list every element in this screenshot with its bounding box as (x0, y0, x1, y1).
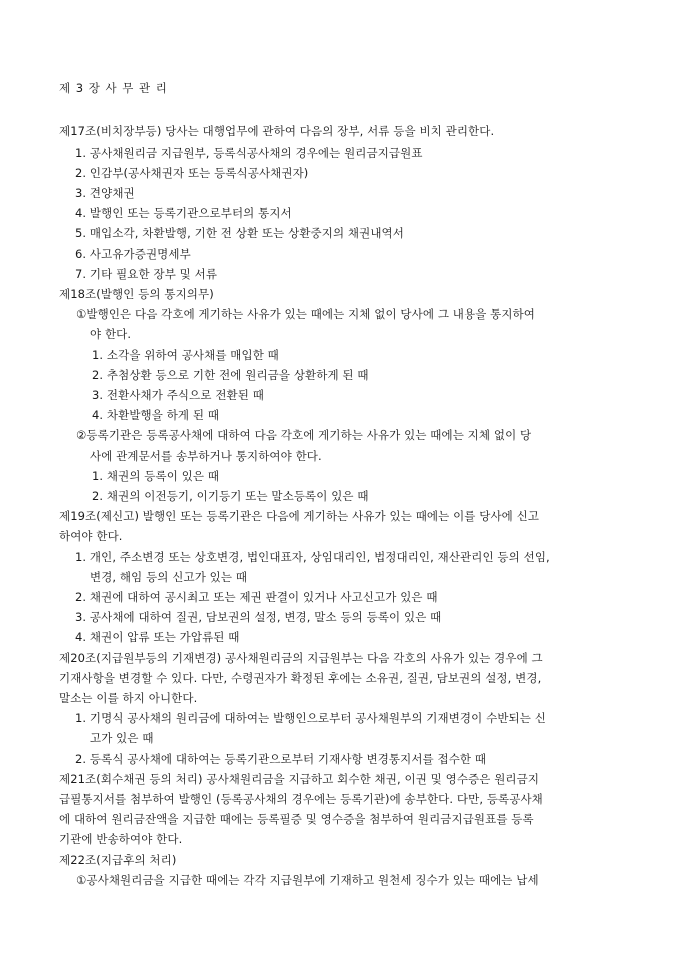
article-18-para-1: ①발행인은 다음 각호에 게기하는 사유가 있는 때에는 지체 없이 당사에 그 내용을 통지하여 (76, 307, 535, 321)
article-22-heading: 제22조(지급후의 처리) (59, 853, 177, 867)
article-18-para-2: ②등록기관은 등록공사채에 대하여 다음 각호에 게기하는 사유가 있는 때에는 지체 없이 당 (76, 428, 532, 442)
article-19-item-2: 2. 채권에 대하여 공시최고 또는 제권 판결이 있거나 사고신고가 있은 때 (75, 590, 438, 604)
article-17-heading: 제17조(비치장부등) 당사는 대행업무에 관하여 다음의 장부, 서류 등을 비치 관리한다. (59, 124, 495, 138)
article-19-item-3: 3. 공사채에 대하여 질권, 담보권의 설정, 변경, 말소 등의 등록이 있은 때 (75, 610, 442, 624)
article-20-heading-cont: 기재사항을 변경할 수 있다. 다만, 수령권자가 확정된 후에는 소유권, 질권, 담보권의 설정, 변경, (59, 671, 542, 685)
article-18-p2-item-2: 2. 채권의 이전등기, 이기등기 또는 말소등록이 있은 때 (92, 489, 369, 503)
article-18-p2-item-1: 1. 채권의 등록이 있은 때 (92, 469, 220, 483)
article-21-heading-cont2: 에 대하여 원리금잔액을 지급한 때에는 등록필증 및 영수증을 첨부하여 원리금지급원표를 등록 (59, 812, 534, 826)
article-17-item-3: 3. 견양채권 (75, 186, 135, 200)
article-19-item-1: 1. 개인, 주소변경 또는 상호변경, 법인대표자, 상임대리인, 법정대리인, 재산관리인 등의 선임, (75, 550, 550, 564)
article-20-item-2: 2. 등록식 공사채에 대하여는 등록기관으로부터 기재사항 변경통지서를 접수한 때 (75, 752, 487, 766)
article-20-heading-cont2: 말소는 이를 하지 아니한다. (59, 691, 198, 705)
article-17-item-4: 4. 발행인 또는 등록기관으로부터의 통지서 (75, 206, 292, 220)
article-17-item-2: 2. 인감부(공사채권자 또는 등록식공사채권자) (75, 166, 309, 180)
article-21-heading: 제21조(회수채권 등의 처리) 공사채원리금을 지급하고 회수한 채권, 이권 및 영수증은 원리금지 (59, 772, 540, 786)
article-18-para-2-cont: 사에 관계문서를 송부하거나 통지하여야 한다. (90, 449, 322, 463)
article-22-para-1: ①공사채원리금을 지급한 때에는 각각 지급원부에 기재하고 원천세 징수가 있는 때에는 납세 (76, 873, 539, 887)
article-20-item-1-cont: 고가 있은 때 (90, 731, 154, 745)
article-20-item-1: 1. 기명식 공사채의 원리금에 대하여는 발행인으로부터 공사채원부의 기재변경이 수반되는 신 (75, 711, 546, 725)
article-18-para-1-cont: 야 한다. (90, 327, 132, 341)
chapter-heading: 제 3 장 사 무 관 리 (59, 81, 168, 95)
article-20-heading: 제20조(지급원부등의 기재변경) 공사채원리금의 지급원부는 다음 각호의 사유가 있는 경우에 그 (59, 651, 543, 665)
article-17-item-6: 6. 사고유가증권명세부 (75, 247, 191, 261)
article-19-heading-cont: 하여야 한다. (59, 529, 123, 543)
article-17-item-5: 5. 매입소각, 차환발행, 기한 전 상환 또는 상환중지의 채권내역서 (75, 226, 404, 240)
article-18-p1-item-2: 2. 추첨상환 등으로 기한 전에 원리금을 상환하게 된 때 (92, 368, 369, 382)
article-21-heading-cont: 급필통지서를 첨부하여 발행인 (등록공사채의 경우에는 등록기관)에 송부한다. 다만, 등록공사채 (59, 792, 543, 806)
article-18-p1-item-4: 4. 차환발행을 하게 된 때 (92, 408, 220, 422)
article-19-item-1-cont: 변경, 해임 등의 신고가 있는 때 (90, 570, 248, 584)
article-18-p1-item-3: 3. 전환사채가 주식으로 전환된 때 (92, 388, 264, 402)
article-17-item-7: 7. 기타 필요한 장부 및 서류 (75, 267, 218, 281)
article-19-item-4: 4. 채권이 압류 또는 가압류된 때 (75, 630, 240, 644)
article-19-heading: 제19조(제신고) 발행인 또는 등록기관은 다음에 게기하는 사유가 있는 때에는 이를 당사에 신고 (59, 509, 540, 523)
article-18-p1-item-1: 1. 소각을 위하여 공사채를 매입한 때 (92, 348, 279, 362)
article-17-item-1: 1. 공사채원리금 지급원부, 등록식공사채의 경우에는 원리금지급원표 (75, 146, 423, 160)
article-21-heading-cont3: 기관에 반송하여야 한다. (59, 832, 183, 846)
article-18-heading: 제18조(발행인 등의 통지의무) (59, 287, 214, 301)
